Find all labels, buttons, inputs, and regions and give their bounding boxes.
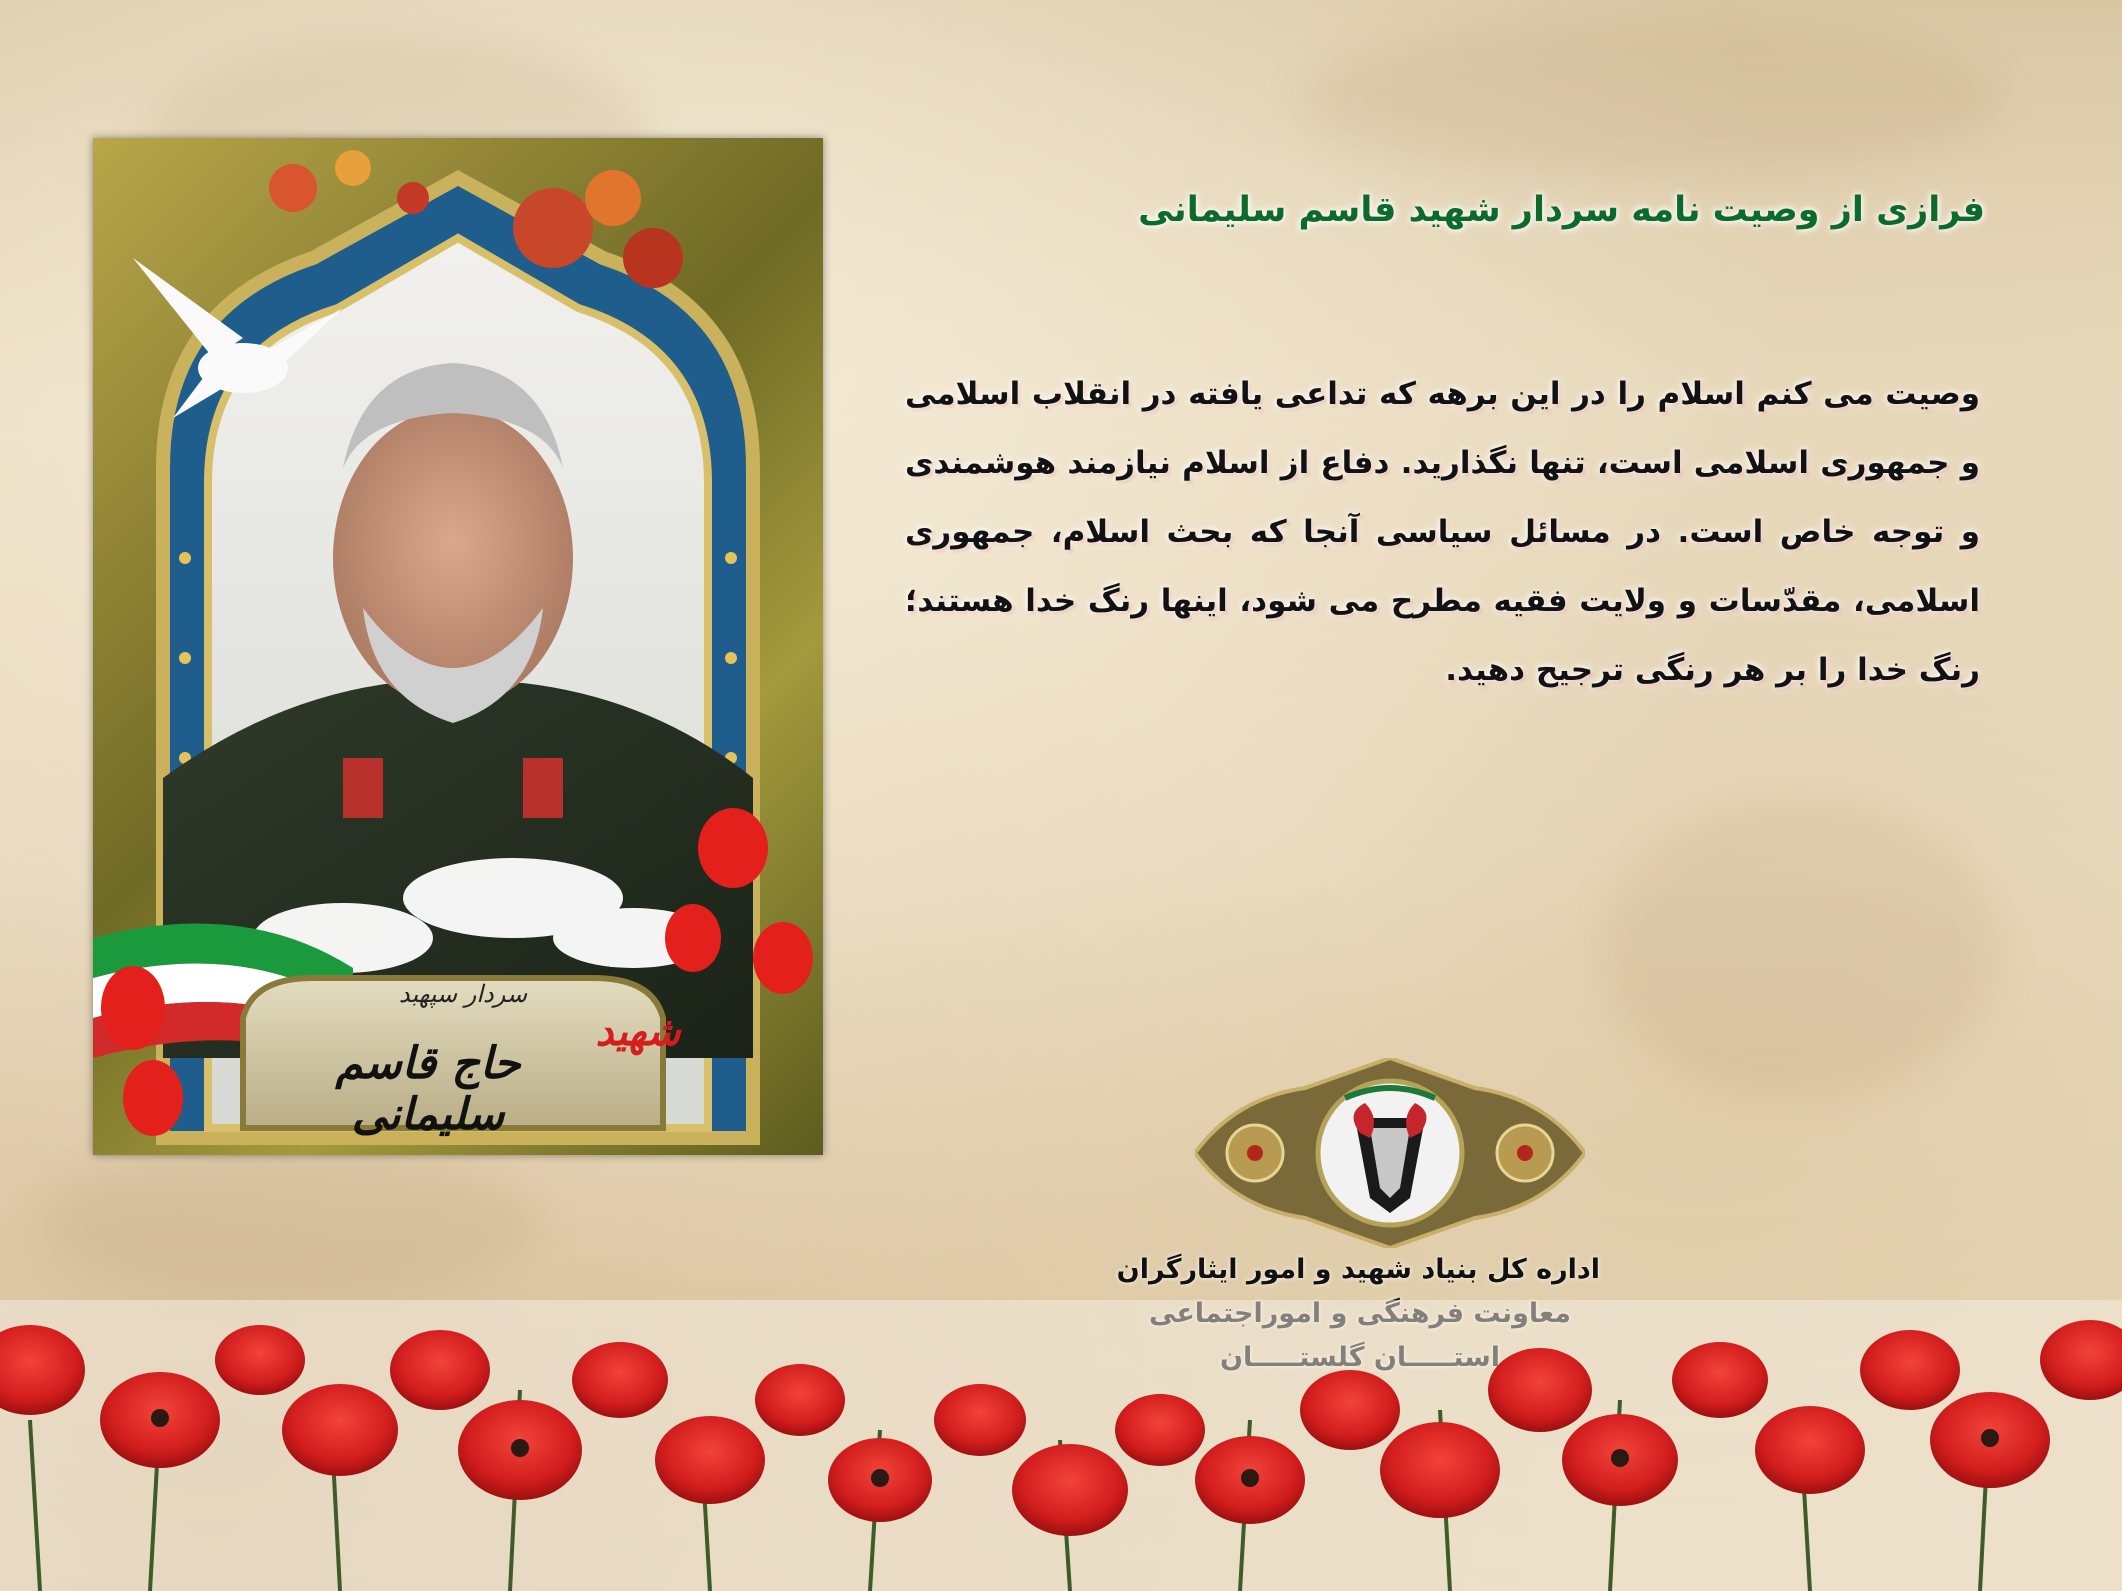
face-shape <box>333 408 573 708</box>
poppy-field-decoration <box>0 1300 2122 1591</box>
portrait-frame <box>93 138 823 1155</box>
organization-line-1: اداره کل بنیاد شهید و امور ایثارگران <box>1116 1254 1600 1285</box>
foundation-emblem-icon <box>1195 1058 1585 1248</box>
portrait-caption-small: سردار سپهبد <box>398 980 528 1008</box>
portrait-caption-red: شهید <box>595 1008 681 1055</box>
page-title: فرازی از وصیت نامه سردار شهید قاسم سلیمانی <box>1138 190 1985 230</box>
will-excerpt-text: وصیت می کنم اسلام را در این برهه که تداعی یافته در انقلاب اسلامی و جمهوری اسلامی است، تنها نگذارید. دفاع از اسلام نیازمند هوشمندی و توجه خاص است. در مسائل سیاسی آنجا که بحث اسلام، جمهوری اسلامی، مقدّسات و ولایت فقیه مطرح می شود، اینها رنگ خدا هستند؛ رنگ خدا را بر هر رنگی ترجیح دهید. <box>905 376 1980 688</box>
portrait-caption-main: حاج قاسم سلیمانی <box>335 1038 521 1140</box>
